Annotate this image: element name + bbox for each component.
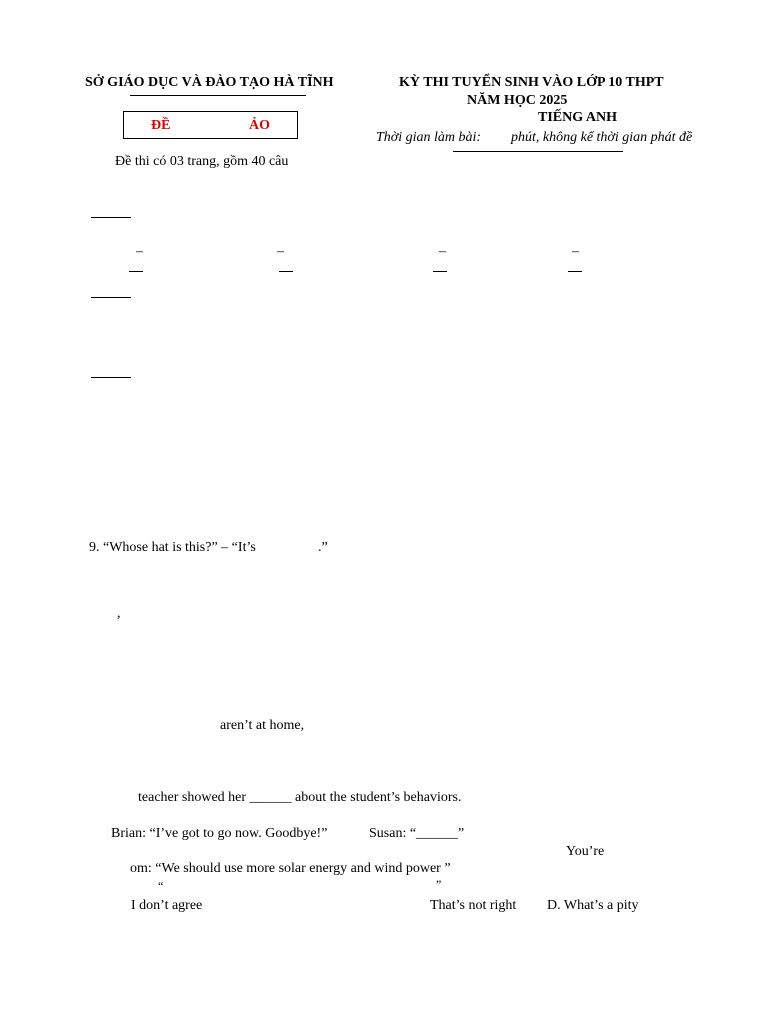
section-underline xyxy=(91,377,131,378)
stray-comma: , xyxy=(117,606,121,621)
blank-dash: – xyxy=(572,244,579,259)
exam-title: KỲ THI TUYỂN SINH VÀO LỚP 10 THPT xyxy=(399,75,664,90)
blank-line xyxy=(433,271,447,272)
blank-dash: – xyxy=(277,244,284,259)
time-rest: phút, không kể thời gian phát đề xyxy=(511,130,693,145)
time-label: Thời gian làm bài: xyxy=(376,130,482,145)
option-d: D. What’s a pity xyxy=(547,898,639,913)
question-9: 9. “Whose hat is this?” – “It’s xyxy=(89,540,256,555)
pages-note: Đề thi có 03 trang, gồm 40 câu xyxy=(115,154,289,169)
option-a: I don’t agree xyxy=(131,898,203,913)
question-brian: Brian: “I’ve got to go now. Goodbye!” xyxy=(111,826,328,841)
open-quote: “ xyxy=(158,879,164,893)
title-underline xyxy=(453,151,623,152)
section-underline xyxy=(91,297,131,298)
blank-dash: – xyxy=(439,244,446,259)
blank-line xyxy=(129,271,143,272)
question-susan: Susan: “______” xyxy=(369,826,465,841)
question-home: aren’t at home, xyxy=(220,718,305,733)
blank-line xyxy=(568,271,582,272)
question-teacher: teacher showed her ______ about the student’s behaviors. xyxy=(138,790,462,805)
question-tom: om: “We should use more solar energy and wind power ” xyxy=(130,861,451,876)
blank-line xyxy=(279,271,293,272)
blank-dash: – xyxy=(136,244,143,259)
question-9-end: .” xyxy=(318,540,328,555)
section-underline xyxy=(91,217,131,218)
exam-code-box xyxy=(123,111,298,139)
option-youre: You’re xyxy=(566,844,605,859)
exam-code-word1: ĐỀ xyxy=(151,118,171,133)
subject-title: TIẾNG ANH xyxy=(538,110,617,125)
department-underline xyxy=(130,95,306,96)
exam-code-word2: ẢO xyxy=(249,118,270,133)
close-quote: ” xyxy=(436,877,442,891)
option-c: That’s not right xyxy=(430,898,517,913)
school-year: NĂM HỌC 2025 xyxy=(467,93,568,108)
department-title: SỞ GIÁO DỤC VÀ ĐÀO TẠO HÀ TĨNH xyxy=(85,75,334,90)
